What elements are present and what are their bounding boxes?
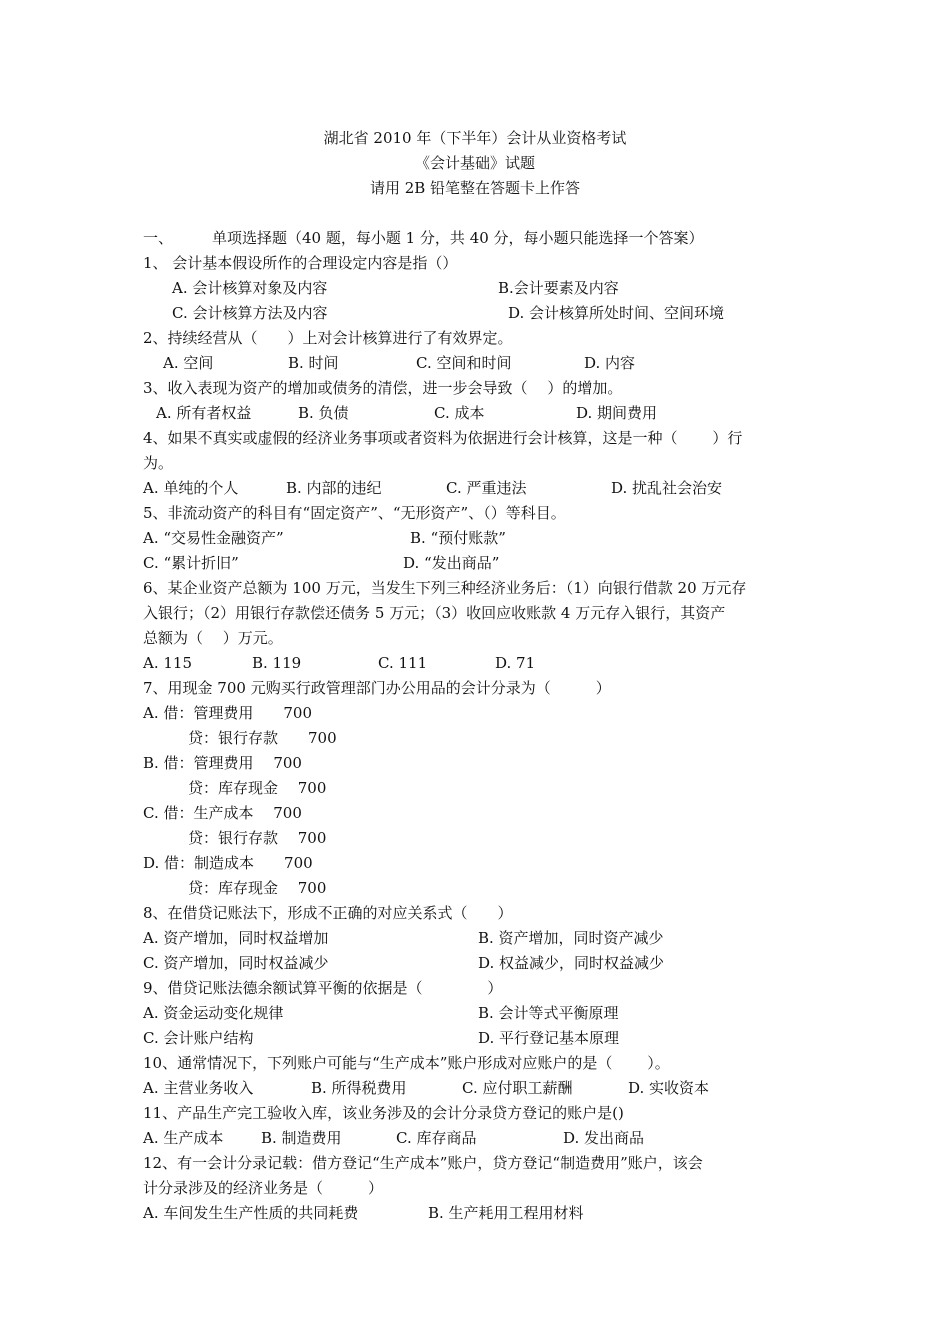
q1-option-c: C. 会计核算方法及内容	[172, 304, 328, 322]
question-12-cont: 计分录涉及的经济业务是（ ）	[143, 1179, 384, 1197]
q7-option-a-debit: A. 借：管理费用 700	[143, 704, 312, 722]
q3-option-c: C. 成本	[434, 404, 485, 422]
question-11: 11、产品生产完工验收入库，该业务涉及的会计分录贷方登记的账户是()	[143, 1104, 624, 1122]
q7-option-b-debit: B. 借：管理费用 700	[143, 754, 302, 772]
question-6-cont: 入银行；（2）用银行存款偿还债务 5 万元；（3）收回应收账款 4 万元存入银行，其资产	[143, 604, 726, 622]
q9-option-c: C. 会计账户结构	[143, 1029, 254, 1047]
question-9: 9、借贷记账法德余额试算平衡的依据是（ ）	[143, 979, 503, 997]
q12-option-b: B. 生产耗用工程用材料	[428, 1204, 584, 1222]
q3-option-d: D. 期间费用	[576, 404, 658, 422]
q1-option-a: A. 会计核算对象及内容	[172, 279, 328, 297]
q4-option-b: B. 内部的违纪	[286, 479, 382, 497]
q6-option-c: C. 111	[378, 654, 428, 672]
q5-option-c: C. “累计折旧”	[143, 554, 239, 572]
q4-option-c: C. 严重违法	[446, 479, 527, 497]
q3-option-b: B. 负债	[298, 404, 349, 422]
q2-option-d: D. 内容	[584, 354, 636, 372]
q2-option-b: B. 时间	[288, 354, 339, 372]
q6-option-b: B. 119	[252, 654, 302, 672]
q11-option-a: A. 生产成本	[143, 1129, 224, 1147]
q9-option-b: B. 会计等式平衡原理	[478, 1004, 619, 1022]
question-6-cont2: 总额为（ ）万元。	[143, 629, 283, 647]
section-title: 单项选择题（40 题，每小题 1 分，共 40 分，每小题只能选择一个答案）	[212, 229, 704, 247]
q7-option-b-credit: 贷：库存现金 700	[188, 779, 327, 797]
q6-option-d: D. 71	[495, 654, 536, 672]
question-2: 2、持续经营从（ ）上对会计核算进行了有效界定。	[143, 329, 513, 347]
question-7: 7、用现金 700 元购买行政管理部门办公用品的会计分录为（ ）	[143, 679, 611, 697]
q10-option-b: B. 所得税费用	[311, 1079, 407, 1097]
q7-option-a-credit: 贷：银行存款 700	[188, 729, 337, 747]
question-10: 10、通常情况下，下列账户可能与“生产成本”账户形成对应账户的是（ ）。	[143, 1054, 670, 1072]
q3-option-a: A. 所有者权益	[156, 404, 252, 422]
q7-option-c-credit: 贷：银行存款 700	[188, 829, 327, 847]
question-6: 6、某企业资产总额为 100 万元，当发生下列三种经济业务后：（1）向银行借款 20 万元存	[143, 579, 747, 597]
q9-option-a: A. 资金运动变化规律	[143, 1004, 284, 1022]
q8-option-b: B. 资产增加，同时资产减少	[478, 929, 664, 947]
q6-option-a: A. 115	[143, 654, 192, 672]
q10-option-c: C. 应付职工薪酬	[462, 1079, 573, 1097]
q4-option-a: A. 单纯的个人	[143, 479, 239, 497]
section-number: 一、	[143, 229, 174, 247]
question-3: 3、收入表现为资产的增加或债务的清偿，进一步会导致（ ）的增加。	[143, 379, 623, 397]
q5-option-b: B. “预付账款”	[410, 529, 506, 547]
q1-option-d: D. 会计核算所处时间、空间环境	[508, 304, 725, 322]
q7-option-c-debit: C. 借：生产成本 700	[143, 804, 302, 822]
q2-option-c: C. 空间和时间	[416, 354, 512, 372]
exam-subtitle: 《会计基础》试题	[414, 154, 535, 172]
q11-option-d: D. 发出商品	[563, 1129, 645, 1147]
q8-option-a: A. 资产增加，同时权益增加	[143, 929, 329, 947]
q4-option-d: D. 扰乱社会治安	[611, 479, 723, 497]
q12-option-a: A. 车间发生生产性质的共同耗费	[143, 1204, 359, 1222]
exam-instruction: 请用 2B 铅笔整在答题卡上作答	[369, 179, 581, 197]
q5-option-a: A. “交易性金融资产”	[143, 529, 284, 547]
question-1: 1、 会计基本假设所作的合理设定内容是指（）	[143, 254, 458, 272]
question-8: 8、在借贷记账法下，形成不正确的对应关系式（ ）	[143, 904, 513, 922]
q7-option-d-debit: D. 借：制造成本 700	[143, 854, 313, 872]
q11-option-c: C. 库存商品	[396, 1129, 477, 1147]
q10-option-d: D. 实收资本	[628, 1079, 710, 1097]
exam-title: 湖北省 2010 年（下半年）会计从业资格考试	[323, 129, 627, 147]
q10-option-a: A. 主营业务收入	[143, 1079, 254, 1097]
q5-option-d: D. “发出商品”	[403, 554, 500, 572]
question-5: 5、非流动资产的科目有“固定资产”、“无形资产”、（）等科目。	[143, 504, 566, 522]
q11-option-b: B. 制造费用	[261, 1129, 342, 1147]
q8-option-d: D. 权益减少，同时权益减少	[478, 954, 665, 972]
q1-option-b: B.会计要素及内容	[498, 279, 619, 297]
q7-option-d-credit: 贷：库存现金 700	[188, 879, 327, 897]
q8-option-c: C. 资产增加，同时权益减少	[143, 954, 329, 972]
question-12: 12、有一会计分录记载：借方登记“生产成本”账户，贷方登记“制造费用”账户，该会	[143, 1154, 703, 1172]
question-4-cont: 为。	[143, 454, 174, 472]
q9-option-d: D. 平行登记基本原理	[478, 1029, 620, 1047]
question-4: 4、如果不真实或虚假的经济业务事项或者资料为依据进行会计核算，这是一种（ ）行	[143, 429, 743, 447]
q2-option-a: A. 空间	[163, 354, 214, 372]
